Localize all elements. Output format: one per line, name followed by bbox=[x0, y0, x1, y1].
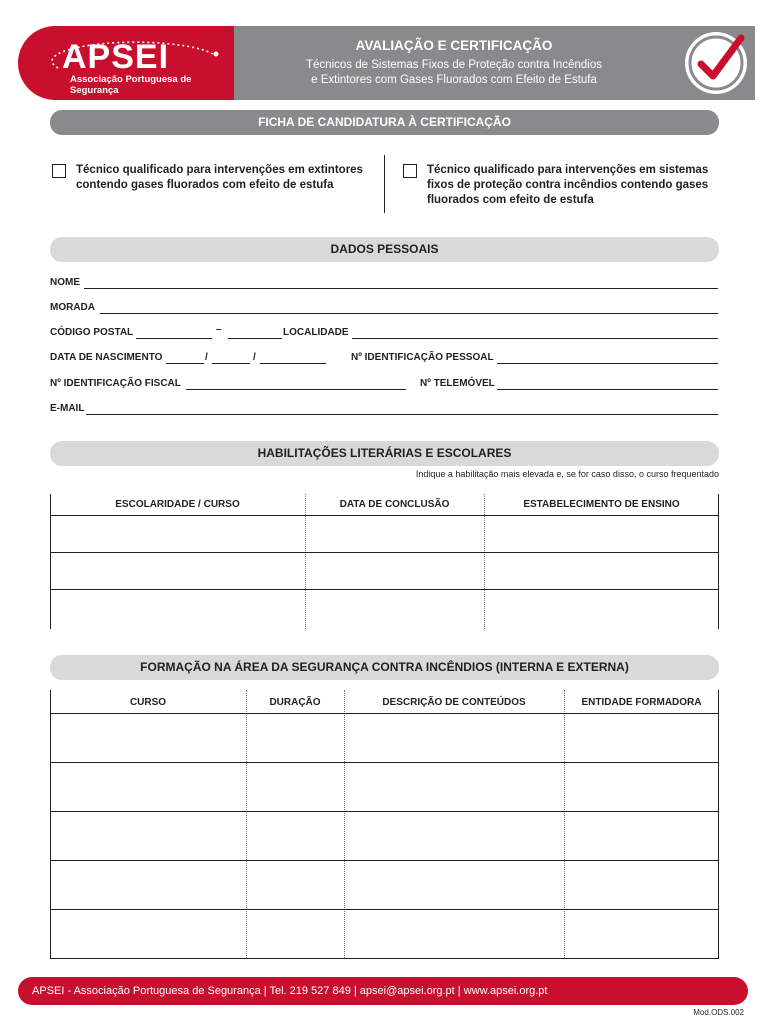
hab-col-estabelecimento: ESTABELECIMENTO DE ENSINO bbox=[523, 499, 680, 510]
form-header-line bbox=[50, 713, 719, 714]
input-codigo-postal-2[interactable] bbox=[228, 338, 282, 339]
checkbox-sistemas-fixos[interactable] bbox=[403, 164, 417, 178]
input-codigo-postal-1[interactable] bbox=[136, 338, 212, 339]
label-codigo-postal: CÓDIGO POSTAL bbox=[50, 327, 134, 338]
subtitle-line-1: Técnicos de Sistemas Fixos de Proteção contra Incêndios bbox=[306, 59, 602, 71]
label-nome: NOME bbox=[50, 277, 80, 288]
hab-col-data: DATA DE CONCLUSÃO bbox=[339, 499, 450, 510]
checkbox-extintores[interactable] bbox=[52, 164, 66, 178]
label-data-nascimento: DATA DE NASCIMENTO bbox=[50, 352, 163, 363]
input-nome[interactable] bbox=[84, 288, 718, 289]
label-email: E-MAIL bbox=[50, 403, 85, 414]
label-localidade: LOCALIDADE bbox=[283, 327, 349, 338]
date-slash-2: / bbox=[253, 352, 256, 363]
hab-header-line bbox=[50, 515, 719, 516]
section-ficha: FICHA DE CANDIDATURA À CERTIFICAÇÃO bbox=[50, 110, 719, 135]
logo-text: APSEI bbox=[62, 38, 170, 76]
title-block bbox=[234, 26, 755, 100]
input-localidade[interactable] bbox=[352, 338, 718, 339]
form-col-divider-1 bbox=[246, 690, 247, 958]
page-title: AVALIAÇÃO E CERTIFICAÇÃO bbox=[355, 38, 553, 53]
input-morada[interactable] bbox=[100, 313, 718, 314]
input-id-fiscal[interactable] bbox=[186, 389, 406, 390]
table-row[interactable] bbox=[50, 958, 719, 959]
input-id-pessoal[interactable] bbox=[497, 363, 718, 364]
table-row[interactable] bbox=[50, 860, 719, 861]
section-habilitacoes: HABILITAÇÕES LITERÁRIAS E ESCOLARES bbox=[50, 441, 719, 466]
input-dia[interactable] bbox=[166, 363, 204, 364]
option-sistemas-label bbox=[427, 163, 708, 208]
label-telemovel: Nº TELEMÓVEL bbox=[420, 378, 495, 389]
subtitle-line-2: e Extintores com Gases Fluorados com Efeito de Estufa bbox=[311, 74, 597, 86]
input-telemovel[interactable] bbox=[497, 389, 718, 390]
form-col-divider-2 bbox=[344, 690, 345, 958]
form-col-descricao: DESCRIÇÃO DE CONTEÚDOS bbox=[382, 697, 526, 708]
section-dados-pessoais: DADOS PESSOAIS bbox=[50, 237, 719, 262]
option-extintores-label bbox=[76, 163, 363, 193]
form-col-divider-3 bbox=[564, 690, 565, 958]
table-row[interactable] bbox=[50, 552, 719, 553]
option-right-line-2: fixos de proteção contra incêndios contendo gases bbox=[427, 179, 709, 191]
formacao-table bbox=[50, 690, 719, 958]
footer-contact: APSEI - Associação Portuguesa de Segurança | Tel. 219 527 849 | apsei@apsei.org.pt | www.apsei.org.pt bbox=[18, 977, 748, 1005]
checkmark-icon bbox=[685, 32, 747, 94]
input-ano[interactable] bbox=[260, 363, 326, 364]
table-row[interactable] bbox=[50, 762, 719, 763]
logo-subtitle: Associação Portuguesa de Segurança bbox=[70, 74, 192, 96]
form-col-duracao: DURAÇÃO bbox=[269, 697, 321, 708]
label-id-fiscal: Nº IDENTIFICAÇÃO FISCAL bbox=[50, 378, 181, 389]
date-slash-1: / bbox=[205, 352, 208, 363]
checkmark-badge bbox=[685, 32, 747, 94]
table-row[interactable] bbox=[50, 589, 719, 590]
hab-col-escolaridade: ESCOLARIDADE / CURSO bbox=[115, 499, 240, 510]
form-code: Mod.ODS.002 bbox=[693, 1008, 744, 1017]
options-divider bbox=[384, 155, 385, 213]
option-left-line-1: Técnico qualificado para intervenções em extintores bbox=[76, 164, 363, 176]
table-row[interactable] bbox=[50, 909, 719, 910]
header bbox=[18, 26, 755, 100]
input-email[interactable] bbox=[86, 414, 718, 415]
section-formacao: FORMAÇÃO NA ÁREA DA SEGURANÇA CONTRA INCÊNDIOS (INTERNA E EXTERNA) bbox=[50, 655, 719, 680]
form-col-curso: CURSO bbox=[129, 697, 167, 708]
table-row[interactable] bbox=[50, 811, 719, 812]
option-left-line-2: contendo gases fluorados com efeito de estufa bbox=[76, 179, 334, 191]
habilitacoes-note: Indique a habilitação mais elevada e, se for caso disso, o curso frequentado bbox=[415, 469, 719, 479]
form-col-entidade: ENTIDADE FORMADORA bbox=[581, 697, 702, 708]
option-right-line-3: fluorados com efeito de estufa bbox=[427, 194, 594, 206]
label-morada: MORADA bbox=[50, 302, 95, 313]
option-right-line-1: Técnico qualificado para intervenções em sistemas bbox=[427, 164, 709, 176]
postal-dash: – bbox=[216, 324, 222, 335]
logo-block bbox=[18, 26, 234, 100]
page-subtitle bbox=[234, 58, 674, 88]
label-id-pessoal: Nº IDENTIFICAÇÃO PESSOAL bbox=[351, 352, 494, 363]
input-mes[interactable] bbox=[212, 363, 250, 364]
